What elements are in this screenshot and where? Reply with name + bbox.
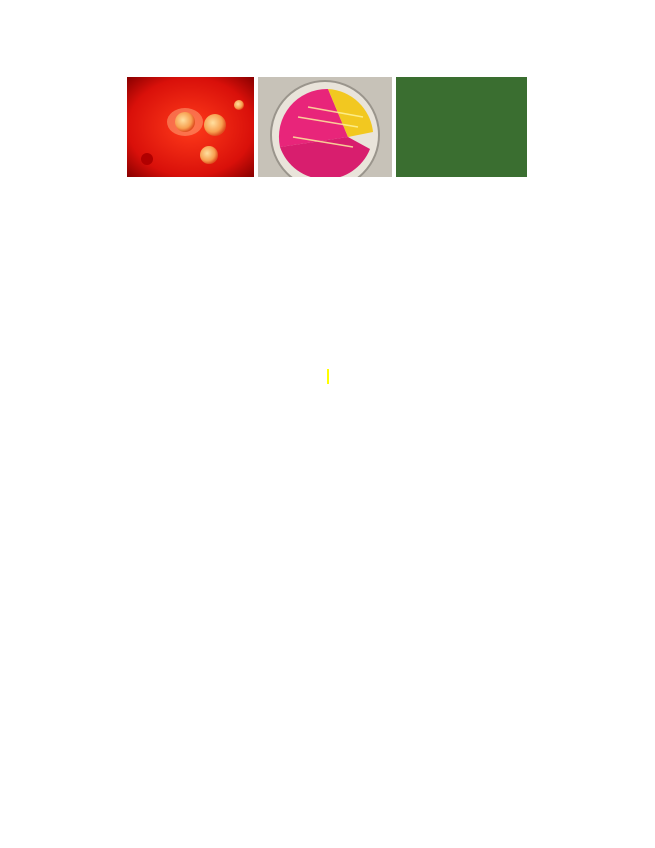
microscopy-image — [396, 77, 527, 177]
blood-agar-image — [127, 77, 254, 177]
section-heading — [0, 368, 655, 386]
manitol-agar-image — [258, 77, 392, 177]
